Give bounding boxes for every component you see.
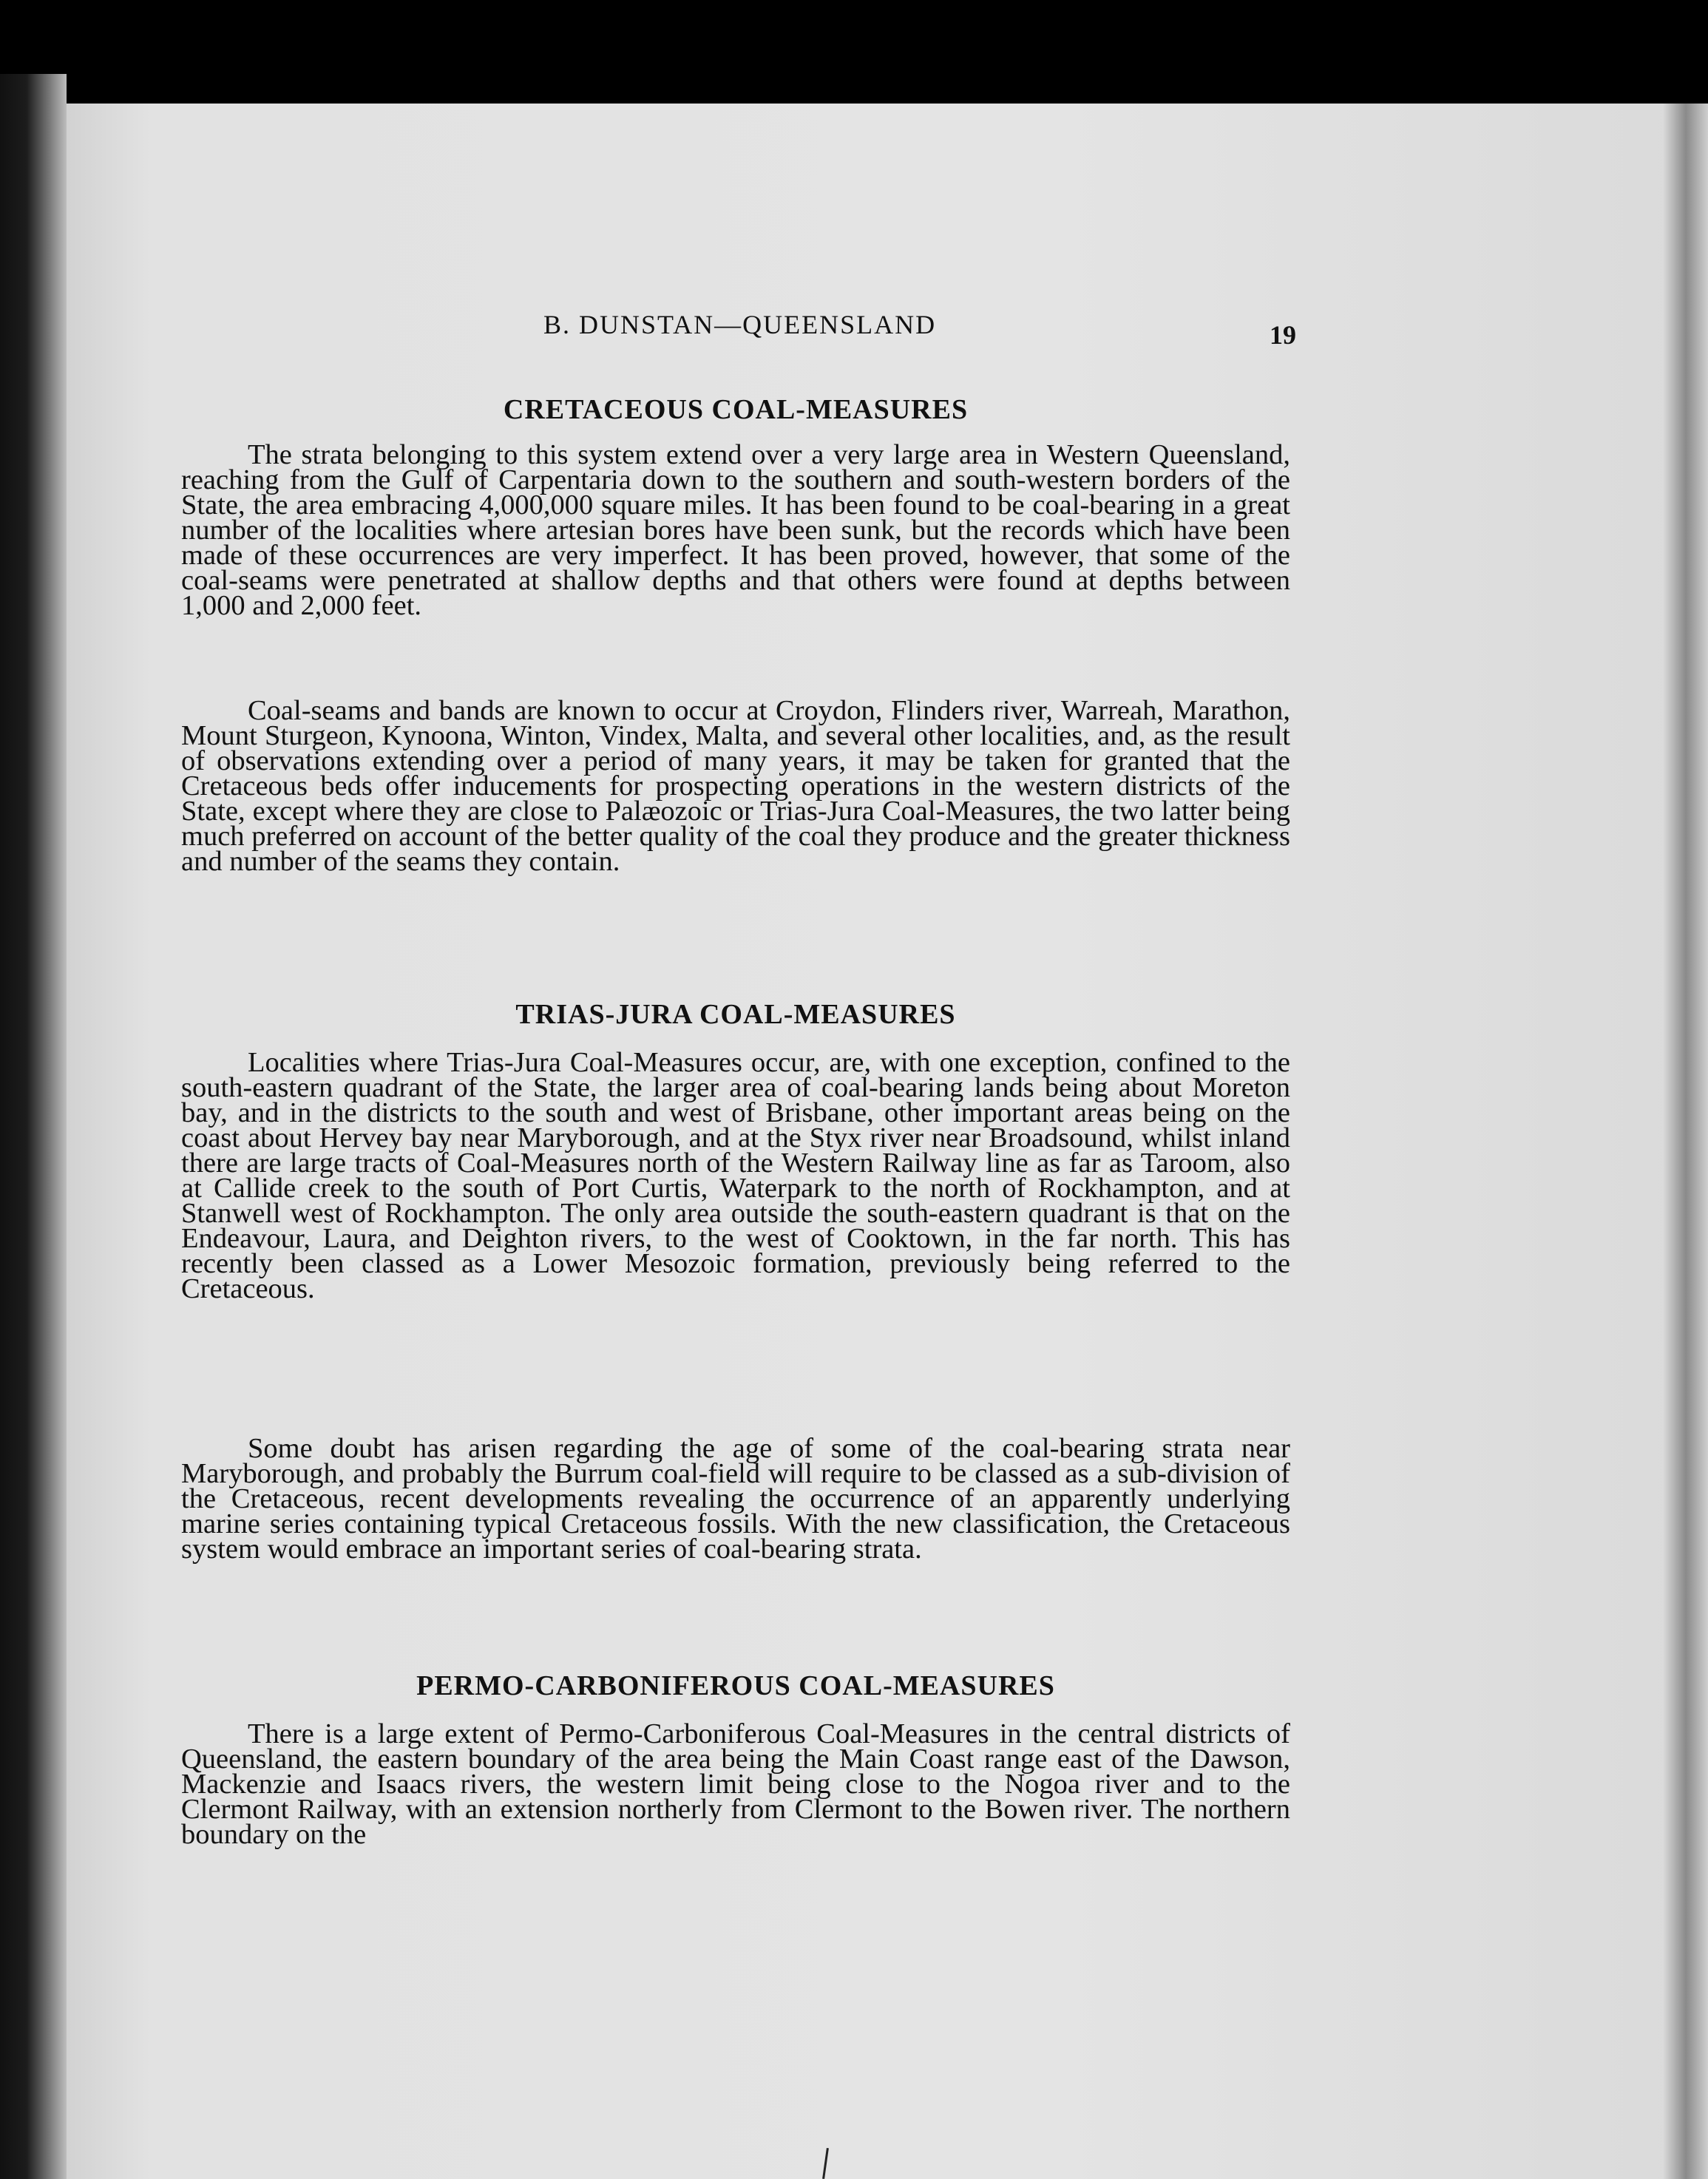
- section-heading-permo-carboniferous: PERMO-CARBONIFEROUS COAL-MEASURES: [416, 1670, 1055, 1701]
- book-spine-edge: [0, 74, 67, 2179]
- paragraph-trias-jura-2: Some doubt has arisen regarding the age of some of the coal-bearing strata near Maryborough, and probably the Burrum coal-field will require to be classed as a sub-division of the Cretaceous, recent developments revealing the occurrence of an apparently underlying marine series containing typical Cretaceous fossils. With the new classification, the Cretaceous system would embrace an important series of coal-bearing strata.: [181, 1433, 1290, 1565]
- page-stack-edge: [1664, 104, 1708, 2179]
- paragraph-permo-carboniferous-1: There is a large extent of Permo-Carboniferous Coal-Measures in the central districts of Queensland, the eastern boundary of the area being the Main Coast range east of the Dawson, Mackenzie and Isaacs rivers, the western limit being close to the Nogoa river and to the Clermont Railway, with an extension northerly from Clermont to the Bowen river. The northern boundary on the: [181, 1718, 1290, 1850]
- paragraph-cretaceous-2: Coal-seams and bands are known to occur at Croydon, Flinders river, Warreah, Marathon, Mount Sturgeon, Kynoona, Winton, Vindex, Malta, and several other localities, and, as the result of observations extending over a period of many years, it may be taken for granted that the Cretaceous beds offer inducements for prospecting operations in the western districts of the State, except where they are close to Palæozoic or Trias-Jura Coal-Measures, the two latter being much preferred on account of the better quality of the coal they produce and the greater thickness and number of the seams they contain.: [181, 695, 1290, 877]
- section-heading-cretaceous: CRETACEOUS COAL-MEASURES: [503, 394, 969, 425]
- running-head: B. DUNSTAN—QUEENSLAND: [543, 310, 937, 339]
- paragraph-trias-jura-1: Localities where Trias-Jura Coal-Measures occur, are, with one exception, confined to the south-eastern quadrant of the State, the larger area of coal-bearing lands being about Moreton bay, and in the districts to the south and west of Brisbane, other important areas being on the coast about Hervey bay near Maryborough, and at the Styx river near Broadsound, whilst inland there are large tracts of Coal-Measures north of the Western Railway line as far as Taroom, also at Callide creek to the south of Port Curtis, Waterpark to the north of Rockhampton, and at Stanwell west of Rockhampton. The only area outside the south-eastern quadrant is that on the Endeavour, Laura, and Deighton rivers, to the west of Cooktown, in the far north. This has recently been classed as a Lower Mesozoic formation, previously being referred to the Cretaceous.: [181, 1047, 1290, 1304]
- paragraph-cretaceous-1: The strata belonging to this system extend over a very large area in Western Queensland, reaching from the Gulf of Carpentaria down to the southern and south-western borders of the State, the area embracing 4,000,000 square miles. It has been found to be coal-bearing in a great number of the localities where artesian bores have been sunk, but the records which have been made of these occurrences are very imperfect. It has been proved, however, that some of the coal-seams were penetrated at shallow depths and that others were found at depths between 1,000 and 2,000 feet.: [181, 439, 1290, 621]
- page-number: 19: [1270, 320, 1296, 350]
- section-heading-trias-jura: TRIAS-JURA COAL-MEASURES: [515, 999, 956, 1030]
